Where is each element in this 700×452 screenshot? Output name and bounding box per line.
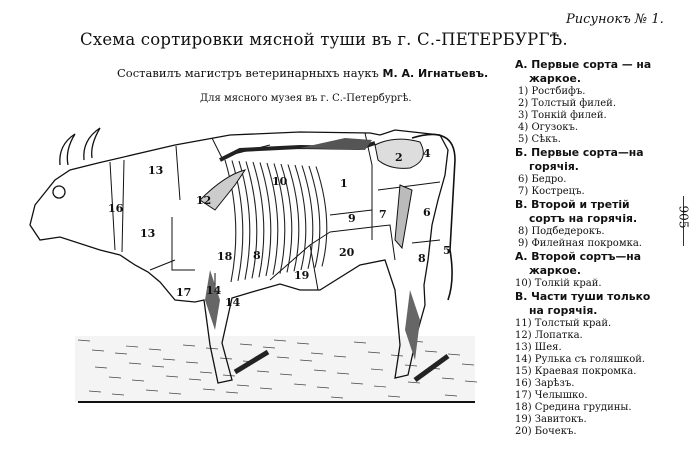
legend-item: 6) Бедро. xyxy=(518,174,567,185)
cut-label: 1 xyxy=(340,177,348,190)
cut-label: 20 xyxy=(339,246,355,259)
legend-section-cont: жаркое. xyxy=(529,72,581,85)
legend-item: 10) Толкій край. xyxy=(515,278,602,289)
legend-item: 17) Челышко. xyxy=(515,390,588,401)
cut-label: 19 xyxy=(294,269,310,282)
legend-section xyxy=(515,198,700,226)
cut-label: 9 xyxy=(348,212,356,225)
figure-label: Рисунокъ № 1. xyxy=(566,12,664,27)
legend-item: 12) Лопатка. xyxy=(515,330,583,341)
cut-label: 14 xyxy=(206,284,222,297)
legend xyxy=(515,58,700,438)
legend-item: 8) Подбедерокъ. xyxy=(518,226,605,237)
cut-label: 13 xyxy=(140,227,156,240)
legend-section-cont: горячія. xyxy=(529,160,579,173)
legend-item: 7) Кострецъ. xyxy=(518,186,585,197)
cut-label: 8 xyxy=(253,249,261,262)
legend-item: 3) Тонкій филей. xyxy=(518,110,607,121)
legend-item: 19) Завитокъ. xyxy=(515,414,587,425)
cut-label: 13 xyxy=(148,164,164,177)
cut-label: 4 xyxy=(423,147,431,160)
legend-item: 11) Толстый край. xyxy=(515,318,612,329)
legend-section xyxy=(515,290,700,318)
legend-item: 20) Бочекъ. xyxy=(515,426,577,437)
cut-label: 5 xyxy=(443,244,451,257)
cut-label: 17 xyxy=(176,286,192,299)
cut-label: 14 xyxy=(225,296,241,309)
legend-item: 18) Средина грудины. xyxy=(515,402,632,413)
legend-item: 5) Сѣкъ. xyxy=(518,134,561,145)
legend-section-head: В. Второй и третій xyxy=(515,198,630,211)
legend-item: 4) Огузокъ. xyxy=(518,122,579,133)
legend-item: 16) Зарѣзъ. xyxy=(515,378,575,389)
author: М. А. Игнатьевъ. xyxy=(382,67,489,80)
cut-label: 7 xyxy=(379,208,387,221)
cut-label: 8 xyxy=(418,252,426,265)
legend-item: 13) Шея. xyxy=(515,342,562,353)
cut-label: 10 xyxy=(272,175,288,188)
legend-section xyxy=(515,146,700,174)
cut-label: 18 xyxy=(217,250,233,263)
cut-label: 2 xyxy=(395,151,403,164)
page-title: Схема сортировки мясной туши въ г. С.-ПЕТЕРБУРГѢ. xyxy=(80,30,568,49)
legend-item: 9) Филейная покромка. xyxy=(518,238,642,249)
legend-section xyxy=(515,250,700,278)
legend-section-head: А. Второй сортъ—на xyxy=(515,250,642,263)
subtitle-prefix: Составилъ магистръ ветеринарныхъ наукъ xyxy=(117,66,379,80)
cut-label: 16 xyxy=(108,202,124,215)
legend-section-head: А. Первые сорта — на xyxy=(515,58,652,71)
museum-note: Для мясного музея въ г. С.-Петербургѣ. xyxy=(200,93,412,104)
cut-label: 6 xyxy=(423,206,431,219)
legend-section-cont: жаркое. xyxy=(529,264,581,277)
legend-item: 14) Рулька съ голяшкой. xyxy=(515,354,646,365)
cut-label: 12 xyxy=(196,194,212,207)
legend-section-head: Б. Первые сорта—на xyxy=(515,146,644,159)
page-number: 905 xyxy=(676,205,691,229)
legend-item: 2) Толстый филей. xyxy=(518,98,617,109)
legend-item: 15) Краевая покромка. xyxy=(515,366,637,377)
rib xyxy=(316,167,327,267)
legend-section-head: В. Части туши только xyxy=(515,290,651,303)
legend-item: 1) Ростбифъ. xyxy=(518,86,586,97)
legend-section xyxy=(515,58,700,86)
legend-section-cont: сортъ на горячія. xyxy=(529,212,638,225)
legend-section-cont: на горячія. xyxy=(529,304,598,317)
